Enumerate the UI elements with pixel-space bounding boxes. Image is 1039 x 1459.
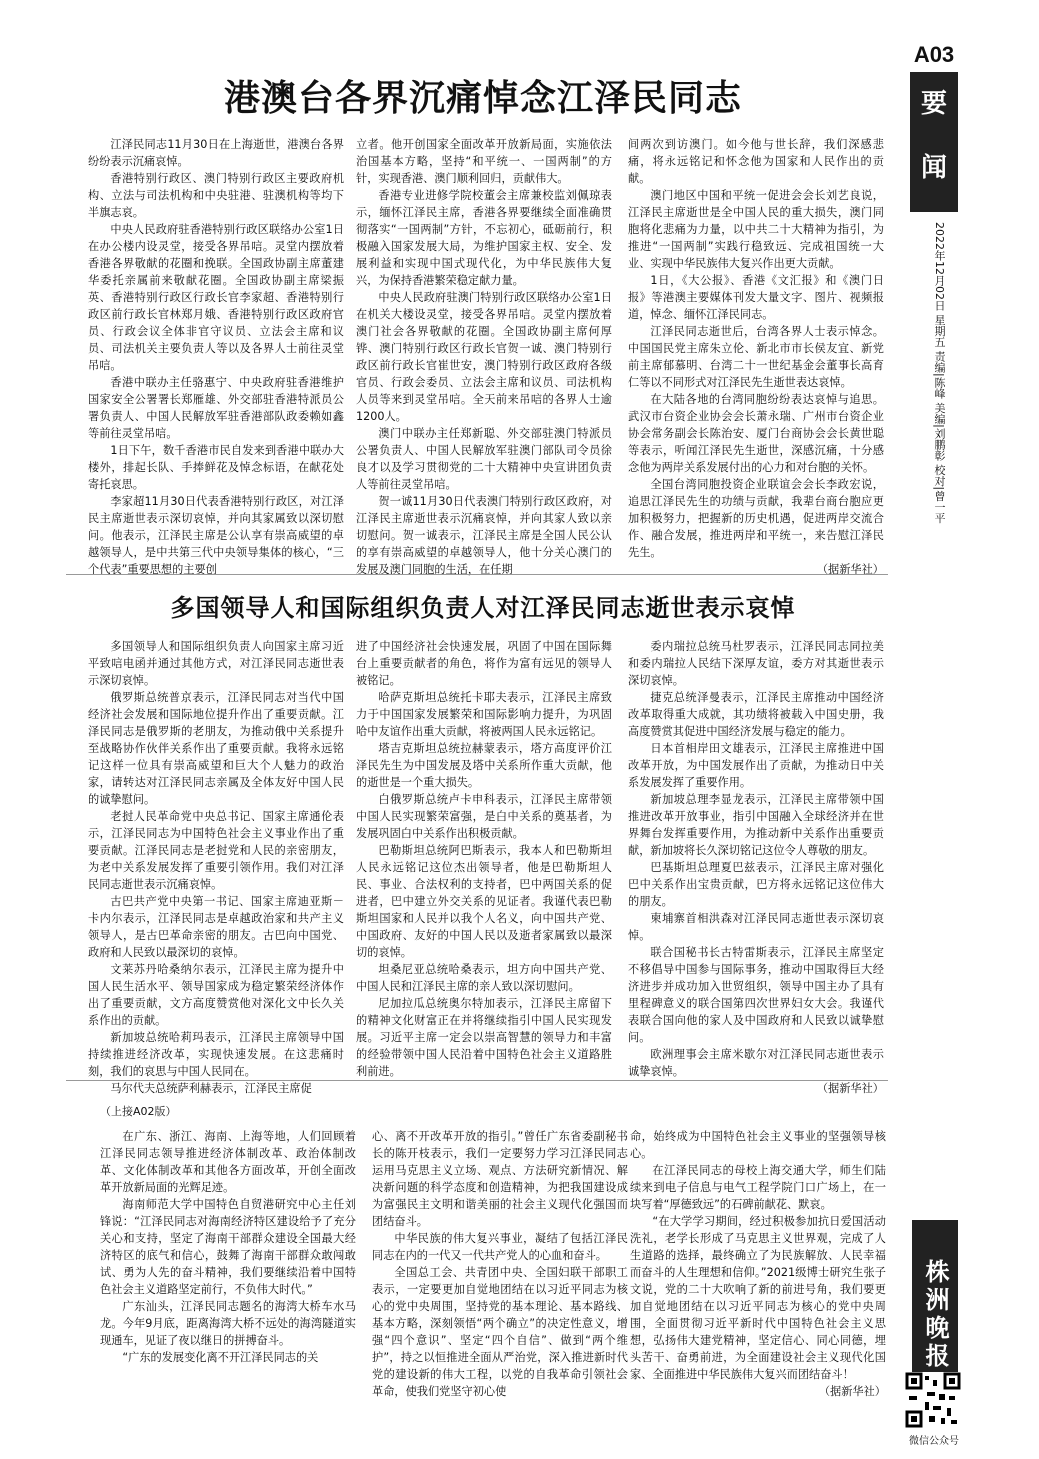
paragraph: “广东的发展变化离不开江泽民同志的关 bbox=[122, 1351, 319, 1364]
paragraph: “在大学学习期间，经过积极参加抗日爱国活动洗礼，老学长形成了马克思主义世界观，完成了人生道路的选择，最终确立了为民族解放、人民幸福而奋斗的人生理想和信仰。”2021级博士研究生张子文说，党的二十大吹响了新的前进号角，我们要更加自觉地团结在以习近平同志为核心的党中央周围，全面贯彻习近平新时代中国特色社会主义思想，弘扬伟大建党精神，坚定信心、同心同德，埋头苦干、奋勇前进，为全面建设社会主义现代化国家、全面推进中华民族伟大复兴而团结奋斗！ bbox=[630, 1215, 886, 1381]
article2-title: 多国领导人和国际组织负责人对江泽民同志逝世表示哀悼 bbox=[170, 594, 796, 622]
paragraph: 1日，《大公报》、香港《文汇报》和《澳门日报》等港澳主要媒体刊发大量文字、图片、视频报道，悼念、缅怀江泽民同志。 bbox=[628, 274, 884, 321]
paragraph: 联合国秘书长古特雷斯表示，江泽民主席坚定不移倡导中国参与国际事务，推动中国取得巨大经济进步并成功加入世贸组织，领导中国主办了具有里程碑意义的联合国第四次世界妇女大会。我谨代表联合国向他的家人及中国政府和人民致以诚挚慰问。 bbox=[628, 946, 884, 1044]
paragraph: 在广东、浙江、海南、上海等地，人们回顾着江泽民同志领导推进经济体制改革、政治体制改革、文化体制改革和其他各方面改革，开创全面改革开放新局面的光辉足迹。 bbox=[100, 1130, 356, 1194]
paragraph: 中华民族的伟大复兴事业，凝结了包括江泽民同志在内的一代又一代共产党人的心血和奋斗。 bbox=[372, 1232, 628, 1262]
source-label: （据新华社） bbox=[816, 563, 884, 576]
paragraph: 马尔代夫总统萨利赫表示，江泽民主席促 bbox=[110, 1082, 312, 1095]
divider bbox=[66, 574, 888, 575]
paragraph: 中央人民政府驻澳门特别行政区联络办公室1日在机关大楼设灵堂，接受各界吊唁。灵堂内摆放着澳门社会各界敬献的花圈。全国政协副主席何厚铧、澳门特别行政区行政长官贺一诚、澳门特别行政区前行政长官崔世安，澳门特别行政区政府各级官员、行政会委员、立法会主席和议员、司法机构人员等来到灵堂吊唁。全天前来吊唁的各界人士逾1200人。 bbox=[356, 291, 612, 423]
wechat-label: 微信公众号 bbox=[909, 1436, 959, 1447]
paragraph: 香港中联办主任骆惠宁、中央政府驻香港维护国家安全公署署长郑雁雄、外交部驻香港特派员公署负责人、中国人民解放军驻香港部队政委赖如鑫等前往灵堂吊唁。 bbox=[88, 376, 344, 440]
paragraph: 捷克总统泽曼表示，江泽民主席推动中国经济改革取得重大成就，其功绩将被载入中国史册，我高度赞赏其促进中国经济发展与稳定的能力。 bbox=[628, 691, 884, 738]
article3-col1 bbox=[100, 1128, 356, 1408]
paragraph: 海南师范大学中国特色自贸港研究中心主任刘锋说：“江泽民同志对海南经济特区建设给予了充分关心和支持，坚定了海南干部群众建设全国最大经济特区的底气和信心，鼓舞了海南干部群众敢闯敢试、勇为人先的奋斗精神，我们要继续沿着中国特色社会主义道路坚定前行，不负伟大时代。” bbox=[100, 1198, 356, 1296]
article1-title: 港澳台各界沉痛悼念江泽民同志 bbox=[223, 78, 742, 119]
article2-col2 bbox=[356, 638, 612, 1078]
paragraph: 香港专业进修学院校董会主席兼校监刘佩琼表示，缅怀江泽民主席，香港各界要继续全面准确贯彻落实“一国两制”方针，不忘初心，砥砺前行，积极融入国家发展大局，为维护国家主权、安全、发展利益和实现中国式现代化，为中华民族伟大复兴，为保持香港繁荣稳定献力量。 bbox=[356, 189, 612, 287]
article1-col1 bbox=[88, 136, 344, 576]
paragraph: 白俄罗斯总统卢卡申科表示，江泽民主席带领中国人民实现繁荣富强，是白中关系的奠基者，为发展巩固白中关系作出积极贡献。 bbox=[356, 793, 612, 840]
paragraph: 古巴共产党中央第一书记、国家主席迪亚斯－卡内尔表示，江泽民同志是卓越政治家和共产主义领导人，是古巴革命亲密的朋友。古巴向中国党、政府和人民致以最深切的哀悼。 bbox=[88, 895, 344, 959]
paragraph: 间两次到访澳门。如今他与世长辞，我们深感悲痛，将永远铭记和怀念他为国家和人民作出的贡献。 bbox=[628, 138, 884, 185]
paragraph: 全国台湾同胞投资企业联谊会会长李政宏说，追思江泽民先生的功绩与贡献，我辈台商台胞应更加积极努力，把握新的历史机遇，促进两岸交流合作、融合发展，推进两岸和平统一，来告慰江泽民先生。 bbox=[628, 478, 884, 559]
page-number: A03 bbox=[913, 42, 955, 67]
qr-code-icon[interactable] bbox=[905, 1372, 961, 1428]
paragraph: 江泽民同志11月30日在上海逝世，港澳台各界纷纷表示沉痛哀悼。 bbox=[88, 138, 344, 168]
source-label: （据新华社） bbox=[818, 1385, 886, 1398]
paragraph: 李家超11月30日代表香港特别行政区，对江泽民主席逝世表示深切哀悼，并向其家属致以深切慰问。他表示，江泽民主席是公认享有崇高威望的卓越领导人，是中共第三代中央领导集体的核心，“三个代表”重要思想的主要创 bbox=[88, 495, 344, 576]
article2-col1 bbox=[88, 638, 344, 1095]
article2-col3 bbox=[628, 638, 884, 1095]
paragraph: 坦桑尼亚总统哈桑表示，坦方向中国共产党、中国人民和江泽民主席的亲人致以深切慰问。 bbox=[356, 963, 612, 993]
paragraph: 文莱苏丹哈桑纳尔表示，江泽民主席为提升中国人民生活水平、领导国家成为稳定繁荣经济体作出了重要贡献，文方高度赞赏他对深化文中长久关系作出的贡献。 bbox=[88, 963, 344, 1027]
paragraph: 立者。他开创国家全面改革开放新局面，实施依法治国基本方略，坚持“和平统一、一国两制”的方针，实现香港、澳门顺利回归，贡献伟大。 bbox=[356, 138, 612, 185]
paragraph: 俄罗斯总统普京表示，江泽民同志对当代中国经济社会发展和国际地位提升作出了重要贡献。江泽民同志是俄罗斯的老朋友，为推动俄中关系提升至战略协作伙伴关系作出了重要贡献。我将永远铭记这样一位具有崇高威望和巨大个人魅力的政治家，请转达对江泽民同志亲属及全体友好中国人民的诚挚慰问。 bbox=[88, 691, 344, 806]
paragraph: 广东汕头，江泽民同志题名的海湾大桥车水马龙。今年9月底，距离海湾大桥不远处的海湾隧道实现通车，见证了夜以继日的拼搏奋斗。 bbox=[100, 1300, 356, 1347]
paragraph: 中央人民政府驻香港特别行政区联络办公室1日在办公楼内设灵堂，接受各界吊唁。灵堂内摆放着香港各界敬献的花圈和挽联。全国政协副主席董建华委托亲属前来敬献花圈。全国政协副主席梁振英、香港特别行政区行政长官李家超、香港特别行政区前行政长官林郑月娥、香港特别行政区政府官员、行政会议全体非官守议员、立法会主席和议员、司法机关主要负责人等以及各界人士前往灵堂吊唁。 bbox=[88, 223, 344, 372]
paragraph: 在江泽民同志的母校上海交通大学，师生们陆续来到电子信息与电气工程学院门口广场上，在一块写着“厚德致远”的石碑前献花、默哀。 bbox=[630, 1164, 886, 1211]
paragraph: 委内瑞拉总统马杜罗表示，江泽民同志同拉美和委内瑞拉人民结下深厚友谊，委方对其逝世表示深切哀悼。 bbox=[628, 640, 884, 687]
paragraph: 在大陆各地的台湾同胞纷纷表达哀悼与追思。武汉市台资企业协会会长萧永瑞、广州市台资企业协会常务副会长陈治安、厦门台商协会会长黄世聪等表示，听闻江泽民先生逝世，深感沉痛，十分感念他为两岸关系发展付出的心力和对台胞的关怀。 bbox=[628, 393, 884, 474]
page-meta: 2022年12月02日 星期五 责编|陈峰 美编|刘鹏彰 校对|曾一平 bbox=[933, 222, 946, 524]
paragraph: 尼加拉瓜总统奥尔特加表示，江泽民主席留下的精神文化财富正在并将继续指引中国人民实现发展。习近平主席一定会以崇高智慧的领导力和丰富的经验带领中国人民沿着中国特色社会主义道路胜利前进。 bbox=[356, 997, 612, 1078]
paragraph: 老挝人民革命党中央总书记、国家主席通伦表示，江泽民同志为中国特色社会主义事业作出了重要贡献。江泽民同志是老挝党和人民的亲密朋友，为老中关系发展发挥了重要引领作用。我们对江泽民同志逝世表示沉痛哀悼。 bbox=[88, 810, 344, 891]
continued-label: （上接A02版） bbox=[100, 1105, 177, 1118]
section-label: 要闻 bbox=[910, 72, 958, 212]
article1-col2 bbox=[356, 136, 612, 576]
paragraph: 澳门地区中国和平统一促进会会长刘艺良说，江泽民主席逝世是全中国人民的重大损失，澳门同胞将化悲痛为力量，以中共二十大精神为指引，为推进“一国两制”实践行稳致远、完成祖国统一大业、实现中华民族伟大复兴作出更大贡献。 bbox=[628, 189, 884, 270]
paragraph: 全国总工会、共青团中央、全国妇联干部职工表示，一定要更加自觉地团结在以习近平同志为核心的党中央周围，坚持党的基本理论、基本路线、基本方略，深刻领悟“两个确立”的决定性意义，增强“四个意识”、坚定“四个自信”、做到“两个维护”，持之以恒推进全面从严治党，深入推进新时代党的建设新的伟大工程，以党的自我革命引领社会革命，使我们党坚守初心使 bbox=[372, 1266, 628, 1398]
paragraph: 柬埔寨首相洪森对江泽民同志逝世表示深切哀悼。 bbox=[628, 912, 884, 942]
paragraph: 贺一诚11月30日代表澳门特别行政区政府，对江泽民主席逝世表示沉痛哀悼，并向其家人致以亲切慰问。贺一诚表示，江泽民主席是全国人民公认的享有崇高威望的卓越领导人，他十分关心澳门的发展及澳门同胞的生活，在任期 bbox=[356, 495, 612, 576]
paragraph: 澳门中联办主任郑新聪、外交部驻澳门特派员公署负责人、中国人民解放军驻澳门部队司令员徐良才以及学习贯彻党的二十大精神中央宣讲团负责人等前往灵堂吊唁。 bbox=[356, 427, 612, 491]
paragraph: 进了中国经济社会快速发展，巩固了中国在国际舞台上重要贡献者的角色，将作为富有远见的领导人被铭记。 bbox=[356, 640, 612, 687]
paragraph: 1日下午，数千香港市民自发来到香港中联办大楼外，排起长队、手捧鲜花及悼念标语，在献花处寄托哀思。 bbox=[88, 444, 344, 491]
paragraph: 巴勒斯坦总统阿巴斯表示，我本人和巴勒斯坦人民永远铭记这位杰出领导者，他是巴勒斯坦人民、事业、合法权利的支持者，巴中两国关系的促进者，巴中建立外交关系的见证者。我谨代表巴勒斯坦国家和人民并以我个人名义，向中国共产党、中国政府、友好的中国人民以及逝者家属致以最深切的哀悼。 bbox=[356, 844, 612, 959]
paragraph: 欧洲理事会主席米歇尔对江泽民同志逝世表示诚挚哀悼。 bbox=[628, 1048, 884, 1078]
paragraph: 香港特别行政区、澳门特别行政区主要政府机构、立法与司法机构和中央驻港、驻澳机构等均下半旗志哀。 bbox=[88, 172, 344, 219]
article3-col2 bbox=[372, 1128, 628, 1408]
paragraph: 新加坡总理李显龙表示，江泽民主席带领中国推进改革开放事业，指引中国融入全球经济并在世界舞台发挥重要作用，为推动新中关系作出重要贡献，新加坡将长久深切铭记这位令人尊敬的朋友。 bbox=[628, 793, 884, 857]
paragraph: 哈萨克斯坦总统托卡耶夫表示，江泽民主席致力于中国国家发展繁荣和国际影响力提升，为巩固哈中友谊作出重大贡献，将被两国人民永远铭记。 bbox=[356, 691, 612, 738]
source-label: （据新华社） bbox=[816, 1082, 884, 1095]
article1-col3 bbox=[628, 136, 884, 576]
brand-logo: 株洲晚报 bbox=[912, 1220, 958, 1410]
paragraph: 新加坡总统哈莉玛表示，江泽民主席领导中国持续推进经济改革，实现快速发展。在这悲痛时刻，我们的哀思与中国人民同在。 bbox=[88, 1031, 344, 1078]
paragraph: 塔吉克斯坦总统拉赫蒙表示，塔方高度评价江泽民先生为中国发展及塔中关系所作重大贡献，他的逝世是一个重大损失。 bbox=[356, 742, 612, 789]
paragraph: 命，始终成为中国特色社会主义事业的坚强领导核心。 bbox=[630, 1130, 886, 1160]
paragraph: 多国领导人和国际组织负责人向国家主席习近平致唁电函并通过其他方式，对江泽民同志逝世表示深切哀悼。 bbox=[88, 640, 344, 687]
article3-col3 bbox=[630, 1128, 886, 1408]
paragraph: 日本首相岸田文雄表示，江泽民主席推进中国改革开放，为中国发展作出了贡献，为推动日中关系发展发挥了重要作用。 bbox=[628, 742, 884, 789]
paragraph: 巴基斯坦总理夏巴兹表示，江泽民主席对强化巴中关系作出宝贵贡献，巴方将永远铭记这位伟大的朋友。 bbox=[628, 861, 884, 908]
paragraph: 心、离不开改革开放的指引。”曾任广东省委副秘书长的陈开枝表示，我们一定要努力学习江泽民同志运用马克思主义立场、观点、方法研究新情况、解决新问题的科学态度和创造精神，为把我国建设成为富强民主文明和谐美丽的社会主义现代化强国而团结奋斗。 bbox=[372, 1130, 628, 1228]
paragraph: 江泽民同志逝世后，台湾各界人士表示悼念。中国国民党主席朱立伦、新北市市长侯友宜、新党前主席郁慕明、台湾二十一世纪基金会董事长高育仁等以不同形式对江泽民先生逝世表达哀悼。 bbox=[628, 325, 884, 389]
divider bbox=[66, 1080, 888, 1081]
